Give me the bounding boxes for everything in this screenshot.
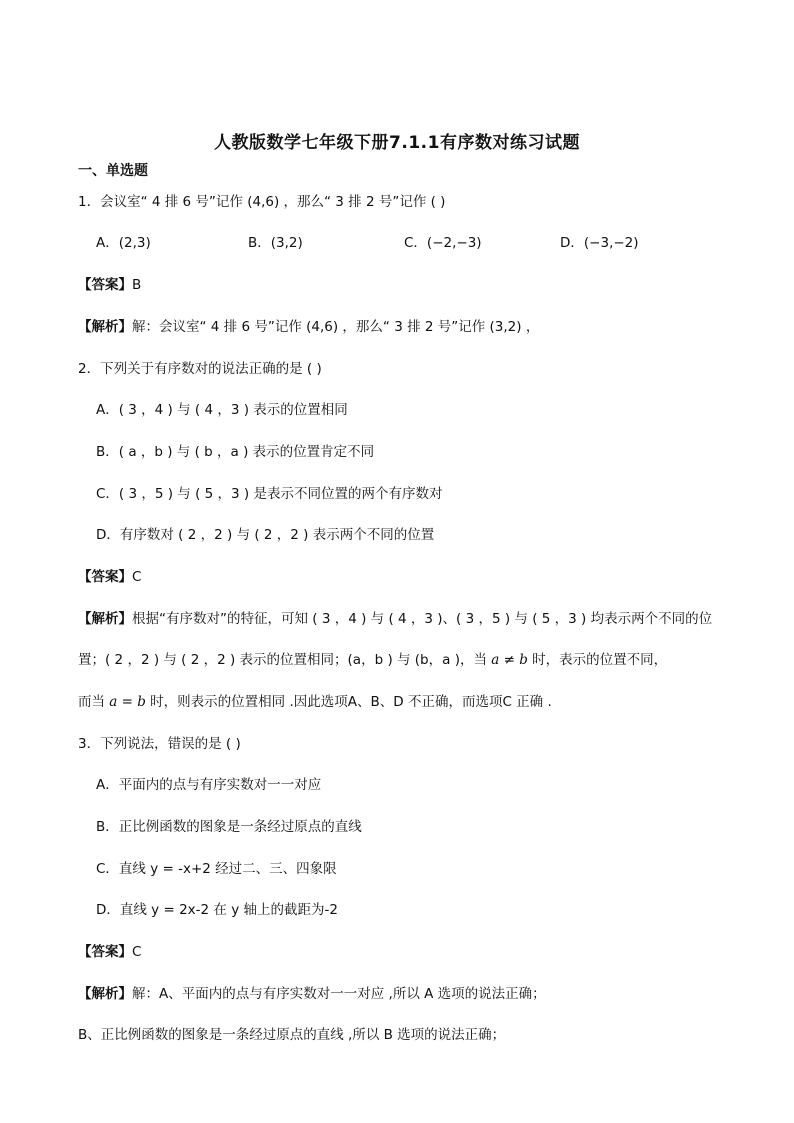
question-3-option-b: B．正比例函数的图象是一条经过原点的直线 bbox=[96, 819, 362, 835]
question-1-stem: 1．会议室“ 4 排 6 号”记作 (4,6) ，那么“ 3 排 2 号”记作 ( ) bbox=[78, 194, 446, 210]
answer-label: 【答案】 bbox=[78, 569, 132, 585]
page-title: 人教版数学七年级下册7.1.1有序数对练习试题 bbox=[214, 133, 580, 153]
question-3-analysis-line-1 bbox=[78, 985, 546, 1003]
question-1-answer bbox=[78, 276, 141, 294]
analysis-text: 解：A、平面内的点与有序实数对一一对应 ,所以 A 选项的说法正确； bbox=[132, 986, 546, 1002]
question-3-option-c: C．直线 y = -x+2 经过二、三、四象限 bbox=[96, 861, 337, 877]
question-1-option-d: D．(−3,−2) bbox=[560, 235, 639, 251]
question-2-option-c: C．( 3 ，5 ) 与 ( 5 ，3 ) 是表示不同位置的两个有序数对 bbox=[96, 486, 443, 502]
answer-value: B bbox=[132, 277, 142, 293]
question-2-analysis-line-1 bbox=[78, 610, 712, 628]
question-1-analysis bbox=[78, 318, 539, 336]
question-3-analysis-line-2: B、正比例函数的图象是一条经过原点的直线 ,所以 B 选项的说法正确； bbox=[78, 1027, 506, 1043]
question-3-stem: 3．下列说法，错误的是 ( ) bbox=[78, 736, 241, 752]
question-2-answer bbox=[78, 568, 141, 586]
math-equality: a = b bbox=[109, 694, 146, 710]
analysis-text: 解：会议室“ 4 排 6 号”记作 (4,6) ，那么“ 3 排 2 号”记作 (3,2) ， bbox=[132, 319, 540, 335]
question-3-answer bbox=[78, 943, 141, 961]
question-2-analysis-line-3 bbox=[78, 693, 552, 711]
analysis-text: 而当 bbox=[78, 694, 110, 710]
question-1-option-c: C．(−2,−3) bbox=[404, 235, 482, 251]
math-inequality: a ≠ b bbox=[491, 652, 528, 668]
question-2-option-a: A．( 3 ，4 ) 与 ( 4 ，3 ) 表示的位置相同 bbox=[96, 402, 348, 418]
analysis-text: 时，则表示的位置相同 .因此选项A、B、D 不正确，而选项C 正确 . bbox=[145, 694, 552, 710]
question-2-stem: 2．下列关于有序数对的说法正确的是 ( ) bbox=[78, 361, 322, 377]
answer-label: 【答案】 bbox=[78, 277, 132, 293]
question-3-option-d: D．直线 y = 2x-2 在 y 轴上的截距为-2 bbox=[96, 902, 338, 918]
question-2-analysis-line-2 bbox=[78, 651, 667, 669]
analysis-label: 【解析】 bbox=[78, 319, 132, 335]
question-2-option-b: B．( a ，b ) 与 ( b ，a ) 表示的位置肯定不同 bbox=[96, 444, 375, 460]
analysis-label: 【解析】 bbox=[78, 986, 132, 1002]
question-1-option-a: A．(2,3) bbox=[96, 235, 151, 251]
analysis-text: 根据“有序数对”的特征，可知 ( 3 ，4 ) 与 ( 4 ，3 )、( 3 ，5 ) 与 ( 5 ，3 ) 均表示两个不同的位 bbox=[132, 611, 713, 627]
answer-label: 【答案】 bbox=[78, 944, 132, 960]
analysis-label: 【解析】 bbox=[78, 611, 132, 627]
answer-value: C bbox=[132, 569, 142, 585]
question-3-option-a: A．平面内的点与有序实数对一一对应 bbox=[96, 777, 322, 793]
section-heading: 一、单选题 bbox=[78, 163, 148, 179]
analysis-text: 时，表示的位置不同， bbox=[527, 652, 668, 668]
answer-value: C bbox=[132, 944, 142, 960]
question-1-option-b: B．(3,2) bbox=[248, 235, 303, 251]
question-2-option-d: D．有序数对 ( 2 ，2 ) 与 ( 2 ，2 ) 表示两个不同的位置 bbox=[96, 527, 435, 543]
analysis-text: 置；( 2 ，2 ) 与 ( 2 ，2 ) 表示的位置相同；(a，b ) 与 (b，a )，当 bbox=[78, 652, 492, 668]
